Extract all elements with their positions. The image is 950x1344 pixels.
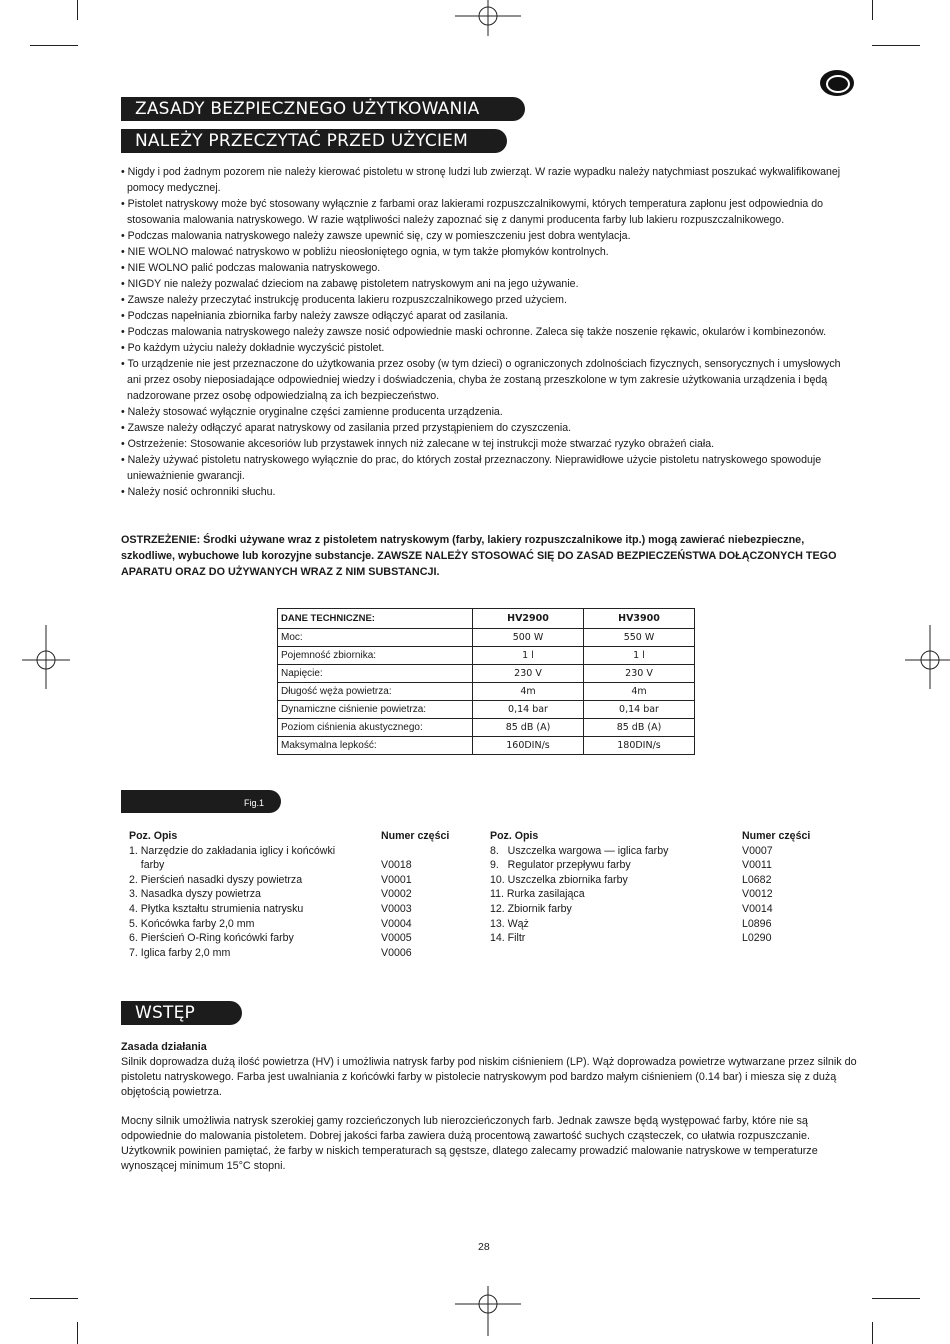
parts-code-header: Numer części [381,830,450,842]
parts-row [490,873,820,888]
parts-desc-header: Poz. Opis [490,830,539,842]
crop-mark [77,1322,78,1344]
part-description: 8. Uszczelka wargowa — iglica farby [490,844,669,857]
parts-row [129,873,459,888]
safety-rule-item: • Podczas malowania natryskowego należy zawsze nosić odpowiednie maski ochronne. Zaleca się także noszenie rękawic, okularów i kombinezonów. [121,324,856,340]
safety-rules-list [121,164,856,500]
parts-row [129,917,459,932]
part-description: 3. Nasadka dyszy powietrza [129,888,261,901]
table-cell: 1 l [473,647,584,665]
part-number: V0007 [742,844,773,857]
parts-desc-header: Poz. Opis [129,830,178,842]
intro-paragraph-1: Silnik doprowadza dużą ilość powietrza (HV) i umożliwia natrysk farby pod niskim ciśnieniem (LP). Wąż doprowadza powietrze wytwarzane przez silnik do pistoletu natryskowego. Farba jest uwalniania z końcówki farby w pistolecie natryskowym pod bardzo małym ciśnieniem (0.14 bar) i miesza się z dużą objętością powietrza. [121,1056,857,1098]
part-description: 9. Regulator przepływu farby [490,859,631,872]
crop-mark [872,0,873,20]
parts-row [129,887,459,902]
table-row [278,719,695,737]
table-cell: 1 l [584,647,695,665]
table-header-row [278,609,695,629]
registration-mark-left [22,625,70,689]
table-cell: Moc: [278,629,473,647]
crop-mark [872,45,920,46]
warning-paragraph: OSTRZEŻENIE: Środki używane wraz z pistoletem natryskowym (farby, lakiery rozpuszczalnikowe itp.) mogą zawierać niebezpieczne, szkodliwe, wybuchowe lub korozyjne substancje. ZAWSZE NALEŻY STOSOWAĆ SIĘ DO ZASAD BEZPIECZEŃSTWA DOŁĄCZONYCH TEGO APARATU ORAZ DO UŻYWANYCH WRAZ Z NIM SUBSTANCJI. [121,534,837,578]
safety-rule-item: • Należy nosić ochronniki słuchu. [121,484,856,500]
table-cell: 230 V [584,665,695,683]
crop-mark [30,45,78,46]
parts-code-header: Numer części [742,830,811,842]
safety-title-bar: ZASADY BEZPIECZNEGO UŻYTKOWANIA [121,97,525,121]
registration-mark-right [905,625,950,689]
table-cell: 160DIN/s [473,737,584,755]
registration-mark-top [455,0,521,36]
table-cell: Dynamiczne ciśnienie powietrza: [278,701,473,719]
principle-subtitle: Zasada działania [121,1041,207,1053]
safety-rule-item: • Zawsze należy odłączyć aparat natryskowy od zasilania przed przystąpieniem do czyszczenia. [121,420,856,436]
parts-row [490,887,820,902]
part-number: V0002 [381,888,412,901]
technical-data-table [277,608,695,755]
table-cell: Długość węża powietrza: [278,683,473,701]
table-row [278,647,695,665]
safety-rule-item: • Zawsze należy przeczytać instrukcję producenta lakieru rozpuszczalnikowego przed użyciem. [121,292,856,308]
parts-row [490,917,820,932]
part-number: V0011 [742,859,772,872]
part-description: 5. Końcówka farby 2,0 mm [129,917,255,930]
part-number: V0006 [381,946,412,959]
figure-label: Fig.1 [244,798,265,808]
table-cell: 550 W [584,629,695,647]
table-row [278,629,695,647]
safety-rule-item: • To urządzenie nie jest przeznaczone do użytkowania przez osoby (w tym dzieci) o ograniczonych zdolnościach fizycznych, sensorycznych i umysłowych ani przez osoby nieposiadające odpowiedniej wiedzy i doświadczenia, chyba że zostaną przeszkolone w tym zakresie użytkowania urządzenia i będą nadzorowane przez osobę odpowiedzialną za ich bezpieczeństwo. [121,356,856,404]
safety-rule-item: • Nigdy i pod żadnym pozorem nie należy kierować pistoletu w stronę ludzi lub zwierząt. W razie wypadku należy natychmiast poszukać wykwalifikowanej pomocy medycznej. [121,164,856,196]
part-number: V0005 [381,932,412,945]
table-cell: 4m [473,683,584,701]
part-description: 12. Zbiornik farby [490,902,572,915]
part-description: 14. Filtr [490,932,526,945]
safety-rule-item: • Należy stosować wyłącznie oryginalne części zamienne producenta urządzenia. [121,404,856,420]
part-number: V0004 [381,917,412,930]
table-cell: 85 dB (A) [584,719,695,737]
intro-title-bar: WSTĘP [121,1001,242,1025]
table-header-cell: DANE TECHNICZNE: [278,609,473,629]
safety-rule-item: • Podczas napełniania zbiornika farby należy zawsze odłączyć aparat od zasilania. [121,308,856,324]
table-header-cell: HV2900 [473,609,584,629]
table-cell: 180DIN/s [584,737,695,755]
crop-mark [30,1298,78,1299]
safety-rule-item: • Podczas malowania natryskowego należy zawsze upewnić się, czy w pomieszczeniu jest dobra wentylacja. [121,228,856,244]
parts-row [490,858,820,873]
parts-header-row [490,829,820,844]
part-number: L0682 [742,873,772,886]
part-number: L0896 [742,917,772,930]
table-row [278,701,695,719]
part-description: farby [129,859,165,872]
table-cell: Pojemność zbiornika: [278,647,473,665]
part-number: V0012 [742,888,773,901]
table-cell: 85 dB (A) [473,719,584,737]
table-cell: 0,14 bar [473,701,584,719]
crop-mark [872,1298,920,1299]
part-number: V0003 [381,902,412,915]
table-cell: 0,14 bar [584,701,695,719]
part-number: V0014 [742,902,773,915]
crop-mark [77,0,78,20]
language-marker-icon [820,70,854,96]
table-cell: 4m [584,683,695,701]
part-number: V0018 [381,859,412,872]
table-cell: Napięcie: [278,665,473,683]
table-cell: Poziom ciśnienia akustycznego: [278,719,473,737]
table-row [278,737,695,755]
part-number: L0290 [742,932,772,945]
crop-mark [872,1322,873,1344]
part-description: 6. Pierścień O-Ring końcówki farby [129,932,294,945]
read-before-use-bar: NALEŻY PRZECZYTAĆ PRZED UŻYCIEM [121,129,507,153]
parts-list-left [129,829,459,960]
safety-rule-item: • NIGDY nie należy pozwalać dzieciom na zabawę pistoletem natryskowym ani na jego używanie. [121,276,856,292]
parts-row [129,844,459,859]
table-header-cell: HV3900 [584,609,695,629]
part-description: 1. Narzędzie do zakładania iglicy i końcówki [129,844,336,857]
parts-row [129,931,459,946]
page-number: 28 [478,1241,490,1253]
table-cell: 230 V [473,665,584,683]
parts-row [129,902,459,917]
safety-rule-item: • NIE WOLNO palić podczas malowania natryskowego. [121,260,856,276]
part-number: V0001 [381,873,412,886]
parts-list-right [490,829,820,946]
part-description: 13. Wąż [490,917,529,930]
part-description: 2. Pierścień nasadki dyszy powietrza [129,873,303,886]
intro-paragraph-2: Mocny silnik umożliwia natrysk szerokiej gamy rozcieńczonych lub nierozcieńczonych farb. Jednak zawsze będą występować farby, które nie są odpowiednie do malowania pistoletem. Dobrej jakości farba zawiera dużą procentową zawartość suchych cząsteczek, co ułatwia rozpuszczanie. Użytkownik powinien pamiętać, że farby w niskich temperaturach są gęstsze, dlatego zalecamy prowadzić malowanie natryskowe w temperaturze wynoszącej minimum 15°C stopni. [121,1115,818,1172]
parts-row [490,931,820,946]
part-description: 11. Rurka zasilająca [490,888,585,901]
table-row [278,665,695,683]
safety-rule-item: • Ostrzeżenie: Stosowanie akcesoriów lub przystawek innych niż zalecane w tej instrukcji może stwarzać ryzyko obrażeń ciała. [121,436,856,452]
safety-rule-item: • Po każdym użyciu należy dokładnie wyczyścić pistolet. [121,340,856,356]
parts-row [490,902,820,917]
parts-header-row [129,829,459,844]
part-description: 10. Uszczelka zbiornika farby [490,873,628,886]
table-row [278,683,695,701]
table-cell: 500 W [473,629,584,647]
part-description: 7. Iglica farby 2,0 mm [129,946,231,959]
part-description: 4. Płytka kształtu strumienia natrysku [129,902,304,915]
table-cell: Maksymalna lepkość: [278,737,473,755]
safety-rule-item: • Należy używać pistoletu natryskowego wyłącznie do prac, do których został przeznaczony. Nieprawidłowe użycie pistoletu natryskowego spowoduje unieważnienie gwarancji. [121,452,856,484]
parts-row [129,858,459,873]
registration-mark-bottom [455,1286,521,1336]
parts-row [490,844,820,859]
figure-label-bar [121,790,281,813]
safety-rule-item: • Pistolet natryskowy może być stosowany wyłącznie z farbami oraz lakierami rozpuszczalnikowymi, których temperatura zapłonu jest odpowiednia do stosowania malowania natryskowego. W razie wątpliwości należy zapoznać się z danymi producenta farby lub lakieru rozpuszczalnikowego. [121,196,856,228]
safety-rule-item: • NIE WOLNO malować natryskowo w pobliżu nieosłoniętego ognia, w tym także płomyków kontrolnych. [121,244,856,260]
parts-row [129,946,459,961]
